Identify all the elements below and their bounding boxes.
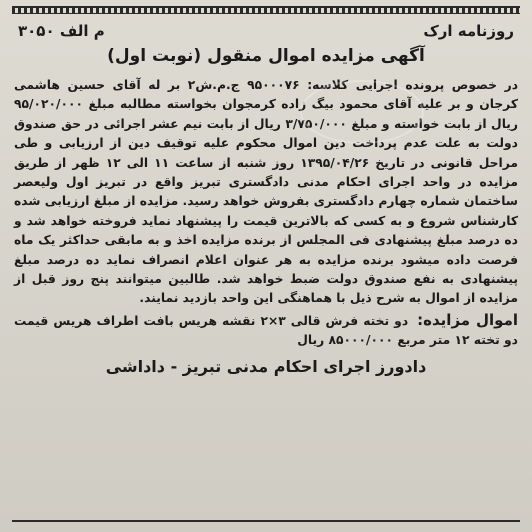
notice-signature: دادورز اجرای احکام مدنی تبریز - داداشی (105, 356, 427, 376)
bottom-border (12, 520, 520, 526)
notice-header (8, 20, 524, 42)
notice-body: در خصوص پرونده اجرایی کلاسه: ۹۵۰۰۰۷۶ ج.م.ش۲ بر له آقای حسین هاشمی کرجان و بر علیه آقای محمود بیگ زاده کرمجوان بخواسته مطالبه مبلغ ۹۵/۰۲۰/۰۰۰ ریال از بابت خواسته و مبلغ ۳/۷۵۰/۰۰۰ ریال از بابت نیم عشر اجرائی در حق صندوق دولت به علت عدم پرداخت دین اموال محکوم علیه توقیف دین از ارزیابی و طی مراحل قانونی در تاریخ ۱۳۹۵/۰۴/۲۶ روز شنبه از ساعت ۱۱ الی ۱۲ ظهر از طریق مزایده در واحد اجرای احکام مدنی دادگستری تبریز واقع در تبریز اول ولیعصر ساختمان شماره چهارم دادگستری بفروش خواهد رسید. مزایده از مبلغ ارزیابی شده کارشناس شروع و به کسی که بالاترین قیمت را پیشنهاد نماید فروخته خواهد شد و ده درصد مبلغ پیشنهادی فی المجلس از برنده مزایده اخذ و به مابقی حداکثر یک ماه فرصت داده میشود برنده مزایده به هر عنوان اعلام انصراف نماید ده درصد مبلغ پیشنهادی به نفع صندوق دولت ضبط خواهد شد. طالبین میتوانند پنج روز قبل از مزایده از اموال به شرح ذیل با هماهنگی این واحد بازدید نمایند. (14, 78, 519, 306)
top-border (12, 6, 520, 14)
assets-text: دو تخته فرش قالی ۳×۲ نقشه هریس بافت اطراف هریس قیمت دو تخته ۱۲ متر مربع ۸۵۰۰۰/۰۰۰ ریال (14, 313, 518, 348)
assets-label: اموال مزایده: (417, 310, 519, 329)
notice-title: آگهی مزایده اموال منقول (نوبت اول) (107, 46, 425, 66)
issue-number: م الف ۳۰۵۰ (18, 22, 105, 40)
auction-assets (8, 311, 524, 351)
newspaper-name: روزنامه ارک (423, 22, 514, 40)
